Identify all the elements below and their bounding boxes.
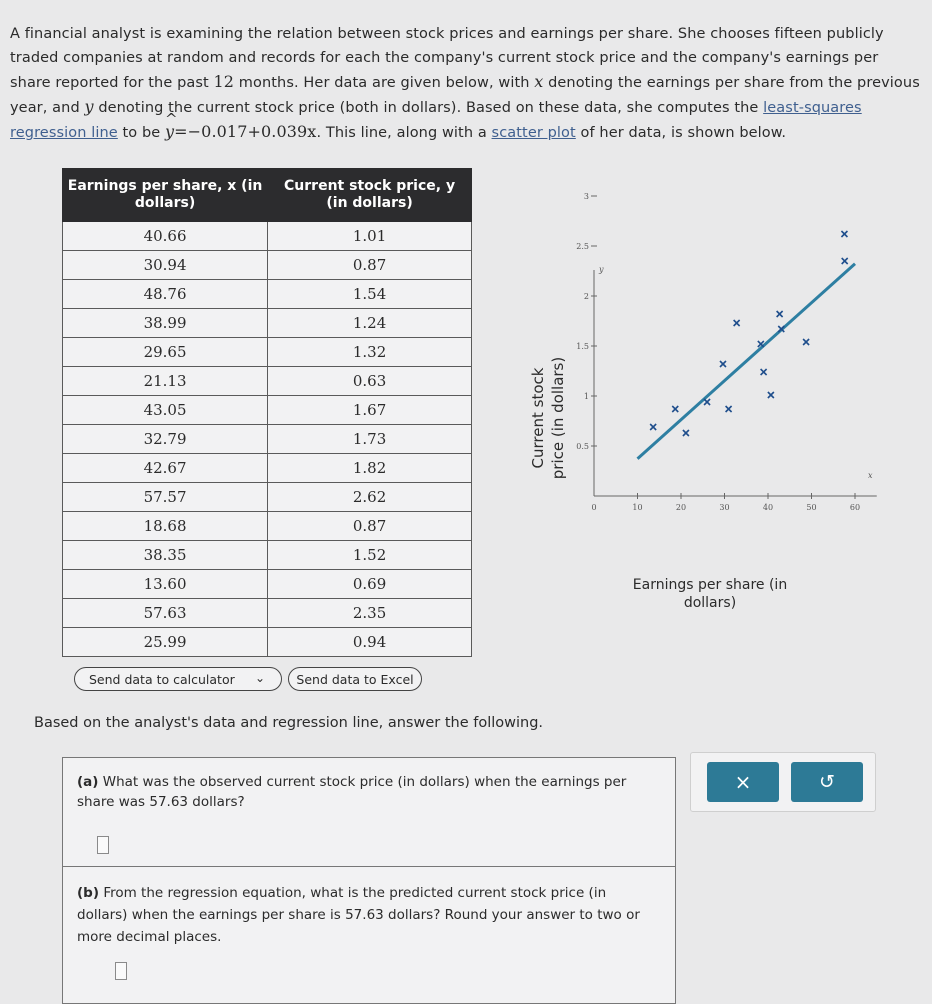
question-divider [63, 866, 675, 867]
question-b-label: (b) [77, 885, 100, 901]
intro-text-7: . This line, along with a [316, 125, 492, 141]
undo-icon: ↺ [819, 771, 835, 793]
cell-earnings: 38.99 [63, 309, 268, 338]
cell-stock-price: 2.35 [268, 599, 472, 628]
instructions-text: Based on the analyst's data and regression line, answer the following. [34, 715, 544, 731]
data-point [726, 406, 732, 412]
send-to-excel-label: Send data to Excel [296, 671, 414, 687]
data-point [704, 399, 710, 405]
y-hat-symbol: ^ y [165, 120, 174, 144]
data-point [734, 320, 740, 326]
x-tick-label: 50 [806, 503, 817, 512]
x-tick-label: 0 [591, 503, 597, 512]
data-point [768, 392, 774, 398]
x-axis-letter: x [868, 471, 873, 480]
x-tick-label: 10 [632, 503, 643, 512]
clear-button[interactable] [707, 762, 779, 802]
data-point [761, 369, 767, 375]
cell-earnings: 42.67 [63, 454, 268, 483]
y-tick-label: 3 [583, 192, 589, 201]
table-row [63, 425, 472, 454]
data-point [720, 361, 726, 367]
table-row [63, 367, 472, 396]
cell-earnings: 18.68 [63, 512, 268, 541]
chevron-down-icon: ⌄ [254, 671, 265, 685]
question-a-label: (a) [77, 774, 99, 790]
question-a [77, 772, 657, 812]
y-variable: y [84, 97, 94, 116]
cell-earnings: 57.57 [63, 483, 268, 512]
table-row [63, 222, 472, 251]
data-point [683, 430, 689, 436]
least-squares-regression-link[interactable]: least-squares regression line [10, 100, 862, 141]
cell-earnings: 30.94 [63, 251, 268, 280]
cell-stock-price: 2.62 [268, 483, 472, 512]
table-row [63, 628, 472, 657]
regression-line [638, 264, 856, 459]
column-header-y: Current stock price, y (in dollars) [268, 169, 472, 222]
answer-panel [62, 757, 676, 1004]
cell-earnings: 40.66 [63, 222, 268, 251]
cell-stock-price: 1.54 [268, 280, 472, 309]
intro-text-3: months. Her data are given below, with [234, 75, 535, 91]
table-row [63, 396, 472, 425]
question-a-text: What was the observed current stock price (in dollars) when the earnings per share was 57.63 dollars? [77, 774, 627, 810]
y-tick-label: 1.5 [576, 342, 589, 351]
chart-y-axis-label: Current stock price (in dollars) [529, 356, 567, 480]
scatter-plot [560, 192, 873, 560]
x-tick-label: 40 [762, 503, 774, 512]
cell-earnings: 29.65 [63, 338, 268, 367]
table-row [63, 512, 472, 541]
table-row [63, 541, 472, 570]
x-tick-label: 30 [719, 503, 730, 512]
cell-stock-price: 0.63 [268, 367, 472, 396]
cell-stock-price: 0.87 [268, 512, 472, 541]
cell-earnings: 38.35 [63, 541, 268, 570]
answer-tools [690, 752, 876, 812]
y-axis-letter: y [599, 265, 604, 274]
problem-intro [10, 22, 920, 145]
data-point [758, 341, 764, 347]
cell-earnings: 48.76 [63, 280, 268, 309]
column-header-x: Earnings per share, x (in dollars) [63, 169, 268, 222]
cell-earnings: 25.99 [63, 628, 268, 657]
cell-earnings: 13.60 [63, 570, 268, 599]
cell-stock-price: 0.69 [268, 570, 472, 599]
chart-x-axis-label: Earnings per share (in dollars) [632, 577, 788, 611]
table-row [63, 280, 472, 309]
months-value: 12 [213, 72, 235, 91]
cell-earnings: 32.79 [63, 425, 268, 454]
send-to-excel-button[interactable] [288, 667, 422, 691]
cell-stock-price: 1.01 [268, 222, 472, 251]
cell-stock-price: 1.73 [268, 425, 472, 454]
question-b-text: From the regression equation, what is the predicted current stock price (in dollars) when the earnings per share is 57.63 dollars? Round your answer to two or more decimal places. [77, 885, 640, 945]
data-point [777, 311, 783, 317]
cell-stock-price: 1.67 [268, 396, 472, 425]
data-point [841, 231, 847, 237]
table-row [63, 483, 472, 512]
scatter-plot-link[interactable]: scatter plot [491, 125, 576, 141]
regression-equation: =−0.017+0.039x [174, 122, 317, 141]
table-row [63, 570, 472, 599]
cell-stock-price: 0.94 [268, 628, 472, 657]
cell-stock-price: 1.24 [268, 309, 472, 338]
data-point [650, 424, 656, 430]
question-b [77, 882, 657, 948]
intro-text-4: denoting the earnings per share from the previous year, and [10, 75, 920, 116]
cell-stock-price: 1.82 [268, 454, 472, 483]
intro-text-6: to be [117, 125, 166, 141]
cell-earnings: 57.63 [63, 599, 268, 628]
intro-text-2: between stock prices and earnings per share. She chooses fifteen publicly traded companies at random and records for each the company's current stock price and the company's earnings per share reported for the past [10, 26, 884, 91]
x-variable: x [534, 72, 544, 91]
table-row [63, 454, 472, 483]
table-row [63, 309, 472, 338]
cell-earnings: 21.13 [63, 367, 268, 396]
cell-stock-price: 1.32 [268, 338, 472, 367]
x-tick-label: 20 [675, 503, 687, 512]
send-to-calculator-label: Send data to calculator [89, 671, 235, 687]
cell-stock-price: 0.87 [268, 251, 472, 280]
intro-text-8: of her data, is shown below. [575, 125, 787, 141]
data-table [62, 168, 472, 657]
data-point [672, 406, 678, 412]
y-tick-label: 1 [583, 392, 589, 401]
intro-text-5: denoting the current stock price (both in dollars). Based on these data, she computes the [93, 100, 764, 116]
x-tick-label: 60 [849, 503, 861, 512]
close-icon: × [734, 770, 752, 794]
y-tick-label: 2 [583, 292, 589, 301]
table-row [63, 251, 472, 280]
data-point [803, 339, 809, 345]
intro-text-1: A financial analyst is examining the relation [10, 26, 333, 42]
y-tick-label: 0.5 [576, 442, 589, 451]
answer-a-input[interactable] [97, 836, 109, 854]
table-row [63, 599, 472, 628]
y-tick-label: 2.5 [576, 242, 589, 251]
answer-b-input[interactable] [115, 962, 127, 980]
table-row [63, 338, 472, 367]
cell-stock-price: 1.52 [268, 541, 472, 570]
undo-button[interactable] [791, 762, 863, 802]
send-to-calculator-button[interactable] [74, 667, 282, 691]
data-point [842, 258, 848, 264]
cell-earnings: 43.05 [63, 396, 268, 425]
